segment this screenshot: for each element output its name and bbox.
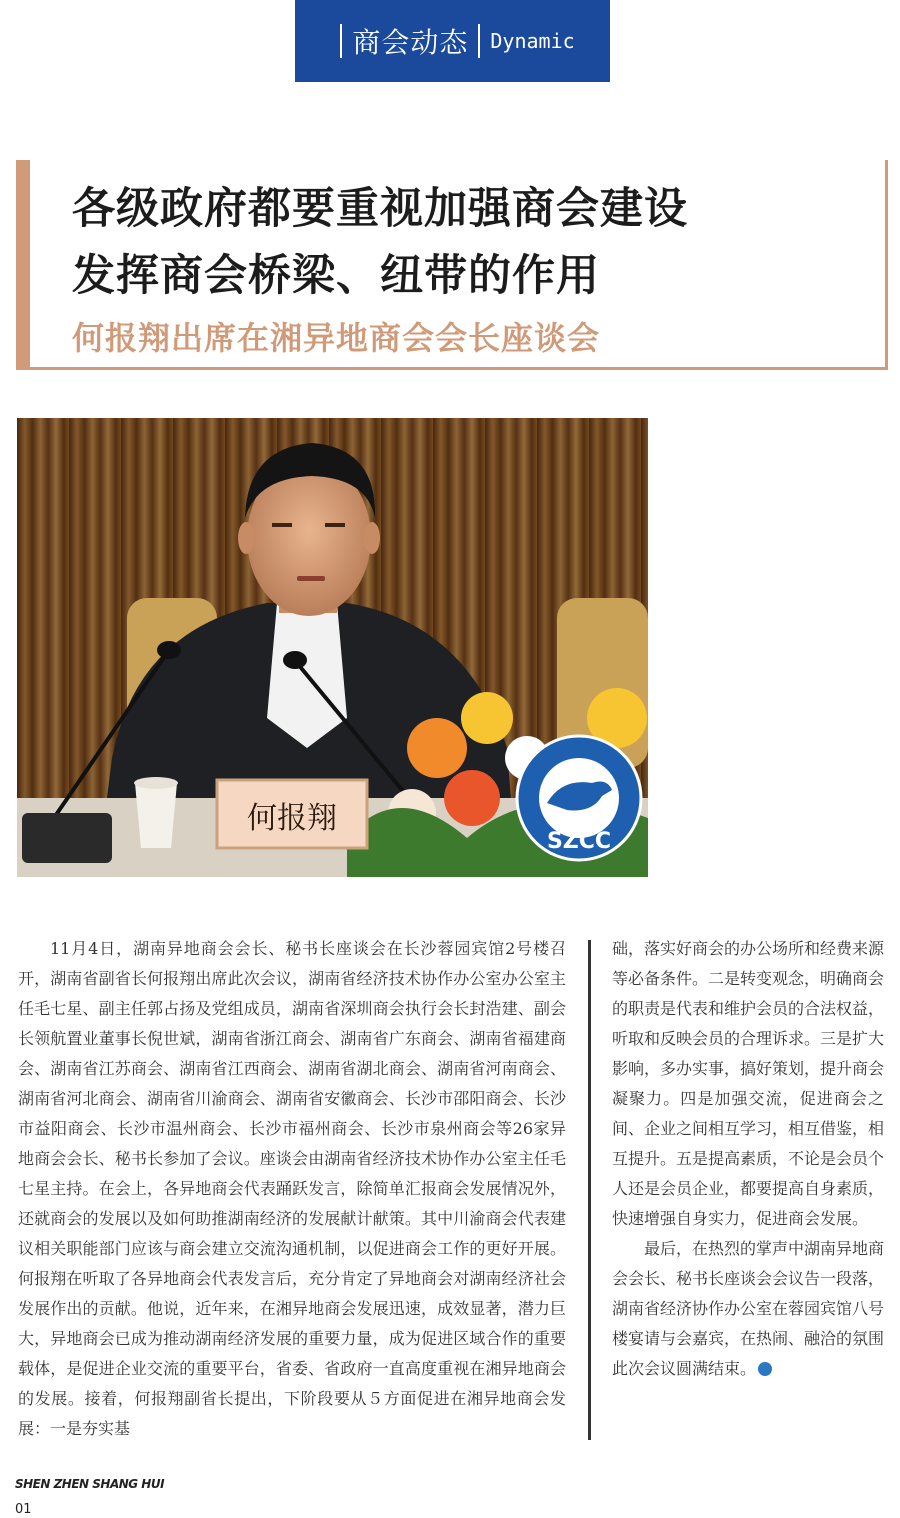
section-title-cn: 商会动态 <box>352 26 469 59</box>
article-subtitle: 何报翔出席在湘异地商会会长座谈会 <box>72 319 601 357</box>
paragraph-1: 11月4日，湖南异地商会会长、秘书长座谈会在长沙蓉园宾馆2号楼召开，湖南省副省长何报翔出席此次会议，湖南省经济技术协作办公室办公室主任毛七星、副主任郭占扬及党组成员，湖南省深圳商会执行会长封浩建、副会长领航置业董事长倪世斌，湖南省浙江商会、湖南省广东商会、湖南省福建商会、湖南省江苏商会、湖南省江西商会、湖南省湖北商会、湖南省河南商会、湖南省河北商会、湖南省川渝商会、湖南省安徽商会、长沙市邵阳商会、长沙市益阳商会、长沙市温州商会、长沙市福州商会、长沙市泉州商会等26家异地商会会长、秘书长参加了会议。座谈会由湖南省经济技术协作办公室主任毛七星主持。在会上，各异地商会代表踊跃发言，除简单汇报商会发展情况外，还就商会的发展以及如何助推湖南经济的发展献计献策。其中川渝商会代表建议相关职能部门应该与商会建立交流沟通机制，以促进商会工作的更好开展。何报翔在听取了各异地商会代表发言后，充分肯定了异地商会对湖南经济社会发展作出的贡献。他说，近年来，在湘异地商会发展迅速，成效显著，潜力巨大，异地商会已成为推动湖南经济发展的重要力量，成为促进区域合作的重要载体，是促进企业交流的重要平台，省委、省政府一直高度重视在湘异地商会的发展。接着，何报翔副省长提出，下阶段要从５方面促进在湘异地商会发展：一是夯实基 <box>18 939 566 1438</box>
article-title-line-2: 发挥商会桥梁、纽带的作用 <box>72 251 600 301</box>
article-body-column-1 <box>18 934 566 1444</box>
column-divider <box>588 940 591 1440</box>
article-title-line-1: 各级政府都要重视加强商会建设 <box>72 184 688 234</box>
end-mark-icon <box>758 1362 772 1376</box>
header-divider-left <box>340 24 342 58</box>
article-photo <box>17 418 648 877</box>
paragraph-2 <box>612 1234 884 1384</box>
article-title-box <box>16 160 888 370</box>
nameplate-text: 何报翔 <box>247 801 337 836</box>
logo-text: SZCC <box>546 829 612 854</box>
footer-brand: SHEN ZHEN SHANG HUI <box>15 1477 165 1491</box>
szcc-logo <box>517 736 641 860</box>
article-body-column-2 <box>612 934 884 1384</box>
section-title-en: Dynamic <box>490 29 575 53</box>
header-divider-mid <box>478 24 480 58</box>
paragraph-1-continued: 础，落实好商会的办公场所和经费来源等必备条件。二是转变观念，明确商会的职责是代表和维护会员的合法权益，听取和反映会员的合理诉求。三是扩大影响，多办实事，搞好策划，提升商会凝聚力。四是加强交流，促进商会之间、企业之间相互学习，相互借鉴，相互提升。五是提高素质，不论是会员个人还是会员企业，都要提高自身素质，快速增强自身实力，促进商会发展。 <box>612 939 885 1228</box>
section-header <box>295 0 610 82</box>
photo-illustration <box>17 418 648 877</box>
page-number: 01 <box>15 1502 32 1517</box>
paragraph-2-text: 最后，在热烈的掌声中湖南异地商会会长、秘书长座谈会会议告一段落，湖南省经济协作办公室在蓉园宾馆八号楼宴请与会嘉宾，在热闹、融洽的氛围此次会议圆满结束。 <box>612 1239 885 1378</box>
